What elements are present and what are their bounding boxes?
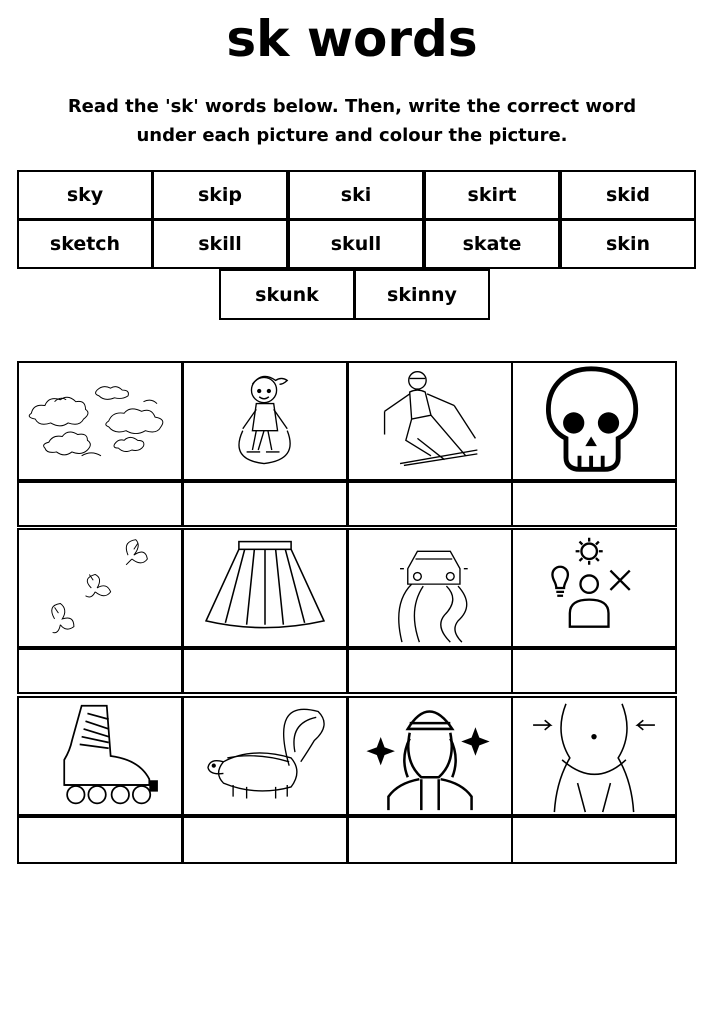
- answer-box[interactable]: [182, 481, 348, 527]
- girl-skipping-rope-icon: [184, 363, 346, 479]
- skier-icon: [349, 363, 511, 479]
- picture-cell: [347, 361, 513, 481]
- answer-box[interactable]: [17, 481, 183, 527]
- skills-person-icon: [513, 530, 675, 646]
- car-skidding-icon: [349, 530, 511, 646]
- picture-cell: [347, 696, 513, 816]
- answer-box[interactable]: [17, 816, 183, 864]
- answer-box[interactable]: [511, 481, 677, 527]
- picture-cell: [182, 696, 348, 816]
- picture-cell: [511, 528, 677, 648]
- word-box: skip: [152, 170, 288, 220]
- word-box: skirt: [424, 170, 560, 220]
- answer-box[interactable]: [182, 648, 348, 694]
- picture-cell: [182, 361, 348, 481]
- word-box: skill: [152, 219, 288, 269]
- picture-cell: [17, 696, 183, 816]
- instructions: Read the 'sk' words below. Then, write the correct word under each picture and colour the picture.: [67, 96, 637, 146]
- skirt-icon: [184, 530, 346, 646]
- picture-cell: [511, 361, 677, 481]
- picture-cell: [347, 528, 513, 648]
- word-box: sketch: [17, 219, 153, 269]
- butterflies-sketch-icon: [19, 530, 181, 646]
- answer-box[interactable]: [182, 816, 348, 864]
- word-box: skull: [288, 219, 424, 269]
- skincare-face-icon: [349, 698, 511, 814]
- word-box: ski: [288, 170, 424, 220]
- word-box: skin: [560, 219, 696, 269]
- word-box: skid: [560, 170, 696, 220]
- answer-box[interactable]: [347, 481, 513, 527]
- picture-cell: [182, 528, 348, 648]
- word-box: skate: [424, 219, 560, 269]
- skinny-waist-icon: [513, 698, 675, 814]
- picture-cell: [17, 361, 183, 481]
- skunk-icon: [184, 698, 346, 814]
- word-box: skinny: [354, 269, 490, 320]
- answer-box[interactable]: [511, 816, 677, 864]
- clouds-icon: [19, 363, 181, 479]
- answer-box[interactable]: [511, 648, 677, 694]
- answer-box[interactable]: [347, 648, 513, 694]
- roller-skate-icon: [19, 698, 181, 814]
- answer-box[interactable]: [17, 648, 183, 694]
- worksheet-title: sk words: [226, 10, 478, 68]
- word-box: sky: [17, 170, 153, 220]
- picture-cell: [17, 528, 183, 648]
- picture-cell: [511, 696, 677, 816]
- skull-icon: [513, 363, 675, 479]
- answer-box[interactable]: [347, 816, 513, 864]
- word-box: skunk: [219, 269, 355, 320]
